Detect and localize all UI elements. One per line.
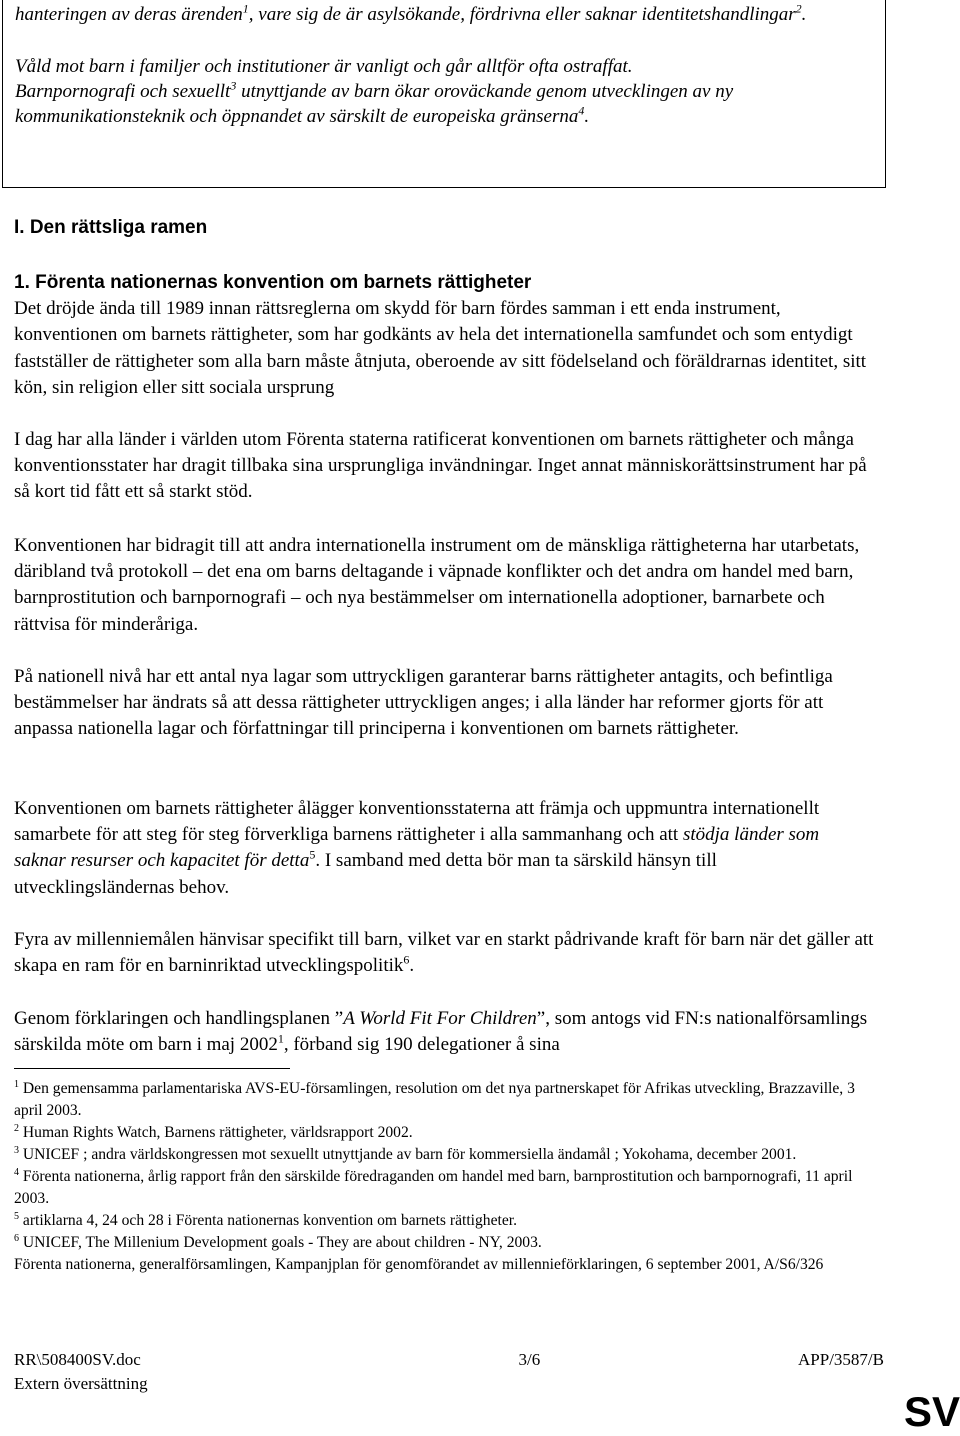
- sub-heading: 1. Förenta nationernas konvention om barnets rättigheter: [14, 272, 532, 293]
- paragraph: Konventionen om barnets rättigheter ålägger konventionsstaterna att främja och uppmuntra internationellt samarbete för att steg för steg förverkliga barnens rättigheter i alla sammanhang och att stödja länder som saknar resurser och kapacitet för detta$^5$. I samband med detta bör man ta särskild hänsyn till utvecklingsländernas behov.: [14, 798, 820, 898]
- footnote-divider: [14, 1068, 290, 1069]
- paragraph: Genom förklaringen och handlingsplanen ”A World Fit For Children”, som antogs vid FN:s nationalförsamlings särskilda möte om barn i maj 2002$^1$, förband sig 190 delegationer å sina: [14, 1008, 868, 1056]
- body-block-6: [14, 927, 874, 979]
- box-paragraph-2: Våld mot barn i familjer och institutioner är vanligt och går alltför ofta ostraffat. Barnpornografi och sexuellt$^3$ utnyttjande av barn ökar oroväckande genom utvecklingen av ny kommunikationsteknik och öppnandet av särskilt de europeiska gränserna$^4$.: [15, 56, 734, 127]
- footer-row: [14, 1348, 884, 1372]
- paragraph: Fyra av millenniemålen hänvisar specifikt till barn, vilket var en starkt pådrivande kraft för barn när det gäller att skapa en ram för en barninriktad utvecklingspolitik$^6$.: [14, 929, 874, 977]
- footnotes: [14, 1078, 874, 1276]
- body-block-1: [14, 270, 874, 401]
- section-heading: I. Den rättsliga ramen: [14, 217, 208, 238]
- app-reference: APP/3587/B: [798, 1350, 884, 1369]
- body-block-2: [14, 427, 874, 506]
- paragraph: På nationell nivå har ett antal nya lagar som uttryckligen garanterar barns rättigheter antagits, och befintliga bestämmelser har ändrats så att dessa rättigheter uttryckligen anges; i alla länder har reformer gjorts för att anpassa nationella lagar och författningar till principerna i konventionen om barnets rättigheter.: [14, 666, 833, 740]
- boxed-summary: [2, 0, 886, 188]
- footnote: $^6$ UNICEF, The Millenium Development goals - They are about children - NY, 2003.: [14, 1232, 542, 1251]
- body-block-3: [14, 533, 874, 638]
- footnote: $^2$ Human Rights Watch, Barnens rättigheter, världsrapport 2002.: [14, 1122, 413, 1141]
- language-badge: SV: [903, 1388, 960, 1435]
- footnote: $^4$ Förenta nationerna, årlig rapport från den särskilde föredraganden om handel med barn, barnprostitution och barnpornografi, 11 april 2003.: [14, 1166, 853, 1207]
- body-block-4: [14, 664, 874, 743]
- page-number: 3/6: [518, 1350, 541, 1369]
- page-footer: [14, 1348, 884, 1396]
- paragraph: Konventionen har bidragit till att andra internationella instrument om de mänskliga rättigheterna har utarbetats, däribland två protokoll – det ena om barns deltagande i väpnade konflikter och det andra om handel med barn, barnprostitution och barnpornografi – och nya bestämmelser om internationella adoptioner, barnarbete och rättvisa för minderåriga.: [14, 535, 860, 635]
- paragraph: Det dröjde ända till 1989 innan rättsreglerna om skydd för barn fördes samman i ett enda instrument, konventionen om barnets rättigheter, som har godkänts av hela det internationella samfundet och som entydigt fastställer de rättigheter som alla barn måste åtnjuta, oberoende av sitt födelseland och föräldrarnas identitet, sitt kön, sin religion eller sitt sociala ursprung: [14, 298, 867, 398]
- footnote: $^5$ artiklarna 4, 24 och 28 i Förenta nationernas konvention om barnets rättigheter.: [14, 1210, 517, 1229]
- box-paragraph-1: hanteringen av deras ärenden$^1$, vare sig de är asylsökande, fördrivna eller saknar identitetshandlingar$^2$.: [15, 1, 807, 25]
- paragraph: I dag har alla länder i världen utom Förenta staterna ratificerat konventionen om barnets rättigheter och många konventionsstater har dragit tillbaka sina ursprungliga invändningar. Inget annat människorättsinstrument har på så kort tid fått ett så starkt stöd.: [14, 429, 867, 503]
- document-reference: RR\508400SV.doc: [14, 1350, 141, 1369]
- footnote: $^1$ Den gemensamma parlamentariska AVS-EU-församlingen, resolution om det nya partnerskapet för Afrikas utveckling, Brazzaville, 3 april 2003.: [14, 1078, 855, 1119]
- body-block-7: [14, 1006, 874, 1058]
- body-block-5: [14, 796, 874, 901]
- footnote: Förenta nationerna, generalförsamlingen, Kampanjplan för genomförandet av millennieförklaringen, 6 september 2001, A/S6/326: [14, 1256, 824, 1273]
- footnote: $^3$ UNICEF ; andra världskongressen mot sexuellt utnyttjande av barn för kommersiella ändamål ; Yokohama, december 2001.: [14, 1144, 797, 1163]
- translation-note: Extern översättning: [14, 1374, 148, 1393]
